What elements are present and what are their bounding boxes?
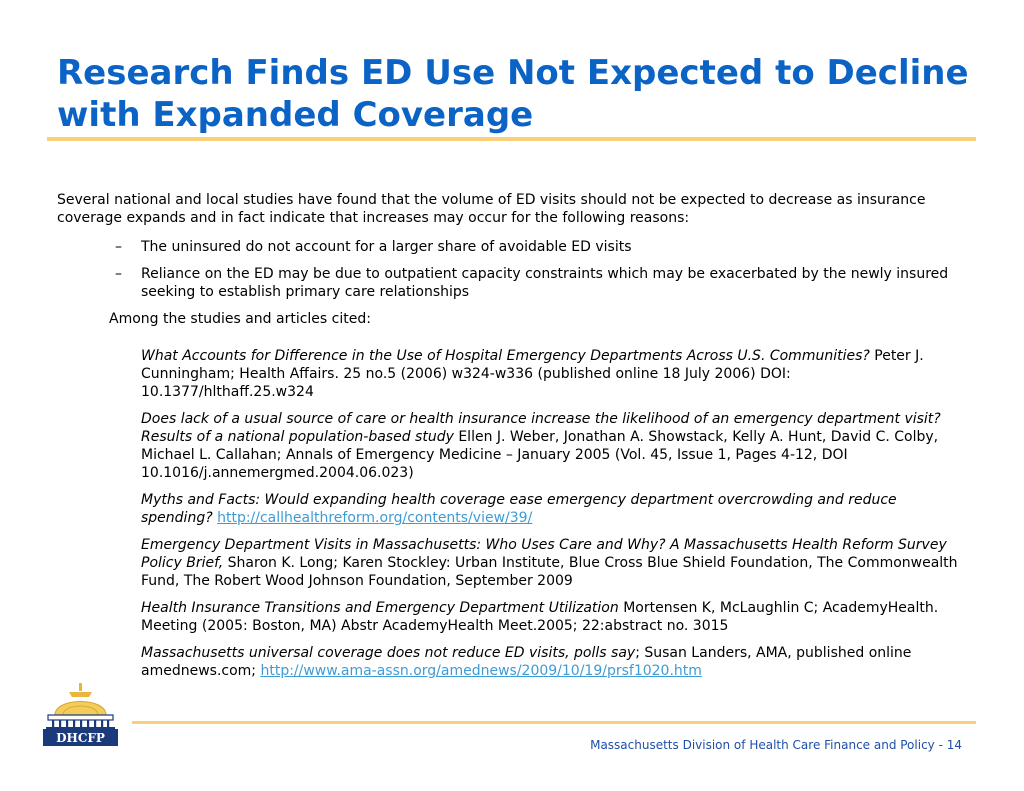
- intro-paragraph: Several national and local studies have found that the volume of ED visits should not be expected to decrease as insurance coverage expands and in fact indicate that increases may occur for the following reasons:: [57, 192, 926, 226]
- reference-link[interactable]: http://www.ama-assn.org/amednews/2009/10/19/prsf1020.htm: [260, 663, 702, 679]
- reference-title: Health Insurance Transitions and Emergency Department Utilization: [141, 600, 619, 616]
- title-divider: [47, 137, 976, 141]
- slide-title: Research Finds ED Use Not Expected to Decline with Expanded Coverage: [57, 53, 969, 135]
- reference-detail: Ellen J. Weber, Jonathan A. Showstack, Kelly A. Hunt, David C. Colby, Michael L. Callahan; Annals of Emergency Medicine – January 2005 (Vol. 45, Issue 1, Pages 4-12, DOI 10.1016/j.annemergmed.2004.06.023): [141, 429, 939, 481]
- reference-item: [141, 491, 967, 527]
- logo-text: DHCFP: [56, 731, 105, 745]
- reference-item: [141, 644, 967, 680]
- reference-item: [141, 599, 967, 635]
- reference-link[interactable]: http://callhealthreform.org/contents/view/39/: [217, 510, 533, 526]
- references-list: [57, 347, 967, 680]
- reference-title: Massachusetts universal coverage does not reduce ED visits, polls say: [141, 645, 636, 661]
- dhcfp-logo: [43, 683, 118, 746]
- studies-heading: Among the studies and articles cited:: [109, 311, 371, 327]
- reference-item: [141, 347, 967, 401]
- reference-title: What Accounts for Difference in the Use of Hospital Emergency Departments Across U.S. Communities?: [141, 348, 870, 364]
- reference-title: Emergency Department Visits in Massachusetts: Who Uses Care and Why? A Massachusetts Health Reform Survey Policy Brief,: [141, 537, 947, 571]
- reason-item: – Reliance on the ED may be due to outpatient capacity constraints which may be exacerbated by the newly insured seeking to establish primary care relationships: [141, 265, 967, 301]
- reference-item: [141, 410, 967, 482]
- reasons-list: [57, 238, 967, 301]
- reference-item: [141, 536, 967, 590]
- reference-title: Does lack of a usual source of care or health insurance increase the likelihood of an emergency department visit? Results of a national population-based study: [141, 411, 941, 445]
- reason-item: – The uninsured do not account for a larger share of avoidable ED visits: [141, 238, 967, 256]
- footer-divider: [132, 721, 976, 724]
- reference-title: Myths and Facts: Would expanding health coverage ease emergency department overcrowding and reduce spending?: [141, 492, 897, 526]
- reference-detail: ; Susan Landers, AMA, published online amednews.com;: [141, 645, 912, 679]
- footer-text: Massachusetts Division of Health Care Finance and Policy - 14: [590, 738, 962, 752]
- state-house-dome-icon: [46, 683, 115, 729]
- reference-detail: Mortensen K, McLaughlin C; AcademyHealth. Meeting (2005: Boston, MA) Abstr AcademyHealth Meet.2005; 22:abstract no. 3015: [141, 600, 939, 634]
- slide-body: [57, 191, 967, 689]
- reference-detail: Sharon K. Long; Karen Stockley: Urban Institute, Blue Cross Blue Shield Foundation, The Commonwealth Fund, The Robert Wood Johnson Foundation, September 2009: [141, 555, 958, 589]
- reference-detail: Peter J. Cunningham; Health Affairs. 25 no.5 (2006) w324-w336 (published online 18 July 2006) DOI: 10.1377/hlthaff.25.w324: [141, 348, 924, 400]
